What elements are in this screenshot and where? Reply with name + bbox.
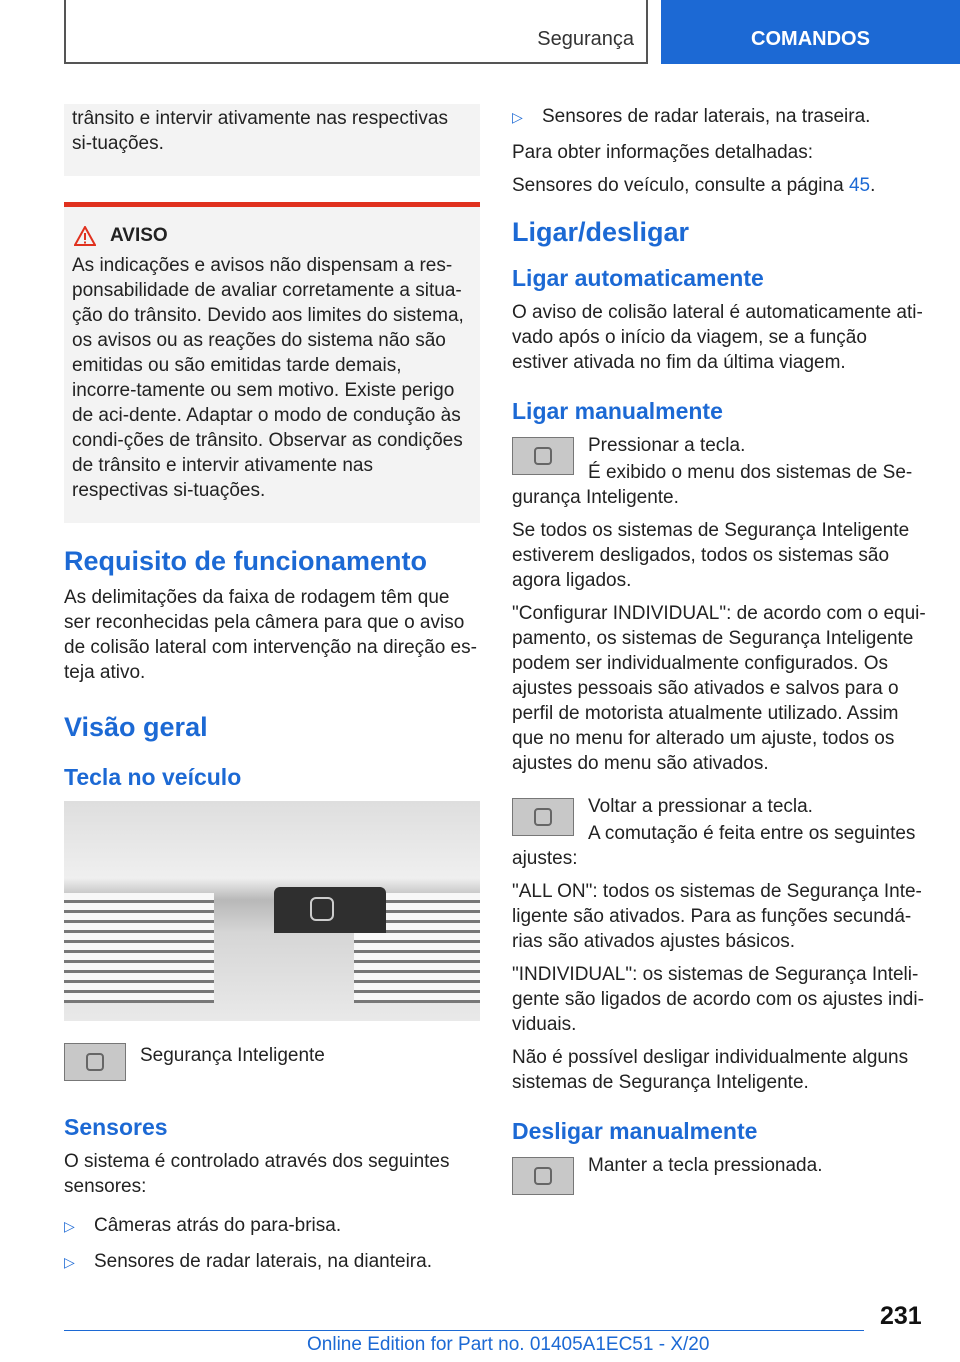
press-key-text: Pressionar a tecla. (588, 435, 746, 456)
all-off-text: Se todos os sistemas de Segurança Inteligente estiverem desligados, todos os sistemas são agora ligados. (512, 520, 910, 591)
list-item: ▷ Sensores de radar laterais, na dianteira. (64, 1249, 480, 1275)
menu-shown-text: É exibido o menu dos sistemas de Se-gurança Inteligente. (512, 462, 913, 508)
see-reference: Sensores do veículo, consulte a página 45. (512, 175, 876, 196)
right-column (512, 104, 928, 1201)
vehicle-key-heading: Tecla no veículo (64, 764, 242, 790)
safety-key-icon (310, 897, 334, 921)
safety-button-icon (512, 437, 574, 475)
page-number: 231 (880, 1302, 922, 1330)
manual-off-heading: Desligar manualmente (512, 1118, 758, 1144)
warning-triangle-icon (74, 226, 96, 246)
press-again-text: Voltar a pressionar a tecla. (588, 796, 813, 817)
caption-row (64, 1043, 480, 1087)
manual-on-heading: Ligar manualmente (512, 398, 723, 424)
press-key-block (512, 433, 928, 510)
all-on-text: "ALL ON": todos os sistemas de Segurança Inte-ligente são ativados. Para as funções secundá-rias são ativados ajustes básicos. (512, 881, 922, 952)
configure-text: "Configurar INDIVIDUAL": de acordo com o equi-pamento, os sistemas de Segurança Inteligente podem ser individualmente configurados. Os ajustes pessoais são ativados e salvos para o perfil de motorista atualmente utilizado. Assim que no menu for alterado um ajuste, todos os ajustes do menu são ativados. (512, 603, 926, 774)
requirement-text: As delimitações da faixa de rodagem têm que ser reconhecidas pela câmera para que o aviso de colisão lateral com intervenção na direção es-teja ativo. (64, 587, 477, 683)
sensors-text: O sistema é controlado através dos seguintes sensores: (64, 1151, 450, 1197)
not-possible-text: Não é possível desligar individualmente alguns sistemas de Segurança Inteligente. (512, 1047, 909, 1093)
console-button-panel (274, 887, 386, 933)
auto-on-text: O aviso de colisão lateral é automaticamente ati-vado após o início da viagem, se a função estiver ativada no fim da última viagem. (512, 302, 923, 373)
footer-edition: Online Edition for Part no. 01405A1EC51 - X/20 (307, 1334, 710, 1355)
auto-on-heading: Ligar automaticamente (512, 265, 764, 291)
overview-heading: Visão geral (64, 712, 208, 742)
list-item: ▷ Câmeras atrás do para-brisa. (64, 1213, 480, 1239)
page-link[interactable]: 45 (848, 175, 871, 196)
left-air-vent (64, 893, 214, 1003)
left-column (64, 104, 480, 1285)
list-item: ▷ Sensores de radar laterais, na traseira. (512, 104, 928, 130)
hold-key-text: Manter a tecla pressionada. (588, 1155, 823, 1176)
safety-button-icon (64, 1043, 126, 1081)
warning-text: As indicações e avisos não dispensam a res-ponsabilidade de avaliar corretamente a situa-ção do trânsito. Devido aos limites do sistema, os avisos ou as reações do sistema não são emitidas ou são emitidas tarde demais, incorre-tamente ou sem motivo. Existe perigo de aci-dente. Adaptar o modo de condução às condi-ções de trânsito. Observar as condições de trânsito e intervir ativamente nas respectivas si-tuações. (72, 255, 464, 501)
warning-title: AVISO (110, 225, 168, 246)
bullet-triangle-icon: ▷ (64, 1254, 75, 1270)
hold-key-block (512, 1153, 928, 1201)
bullet-triangle-icon: ▷ (64, 1218, 75, 1234)
vehicle-console-photo (64, 801, 480, 1021)
info-text: Para obter informações detalhadas: (512, 142, 814, 163)
sensors-heading: Sensores (64, 1114, 168, 1140)
on-off-heading: Ligar/desligar (512, 217, 690, 247)
continued-text: trânsito e intervir ativamente nas respectivas si-tuações. (72, 108, 448, 154)
warning-box (64, 202, 480, 523)
individual-text: "INDIVIDUAL": os sistemas de Segurança Inteli-gente são ligados de acordo com os ajustes indi-viduais. (512, 964, 924, 1035)
safety-button-icon (512, 1157, 574, 1195)
header-chapter-tab[interactable]: COMANDOS (661, 0, 960, 64)
warning-heading (74, 225, 470, 247)
toggle-text: A comutação é feita entre os seguintes ajustes: (512, 823, 916, 869)
header-section-title: Segurança (537, 28, 634, 50)
press-again-block (512, 794, 928, 871)
photo-caption: Segurança Inteligente (140, 1045, 325, 1066)
continued-box (64, 104, 480, 176)
safety-button-icon (512, 798, 574, 836)
requirement-heading: Requisito de funcionamento (64, 546, 428, 576)
footer-divider (64, 1330, 864, 1331)
bullet-triangle-icon: ▷ (512, 109, 523, 125)
